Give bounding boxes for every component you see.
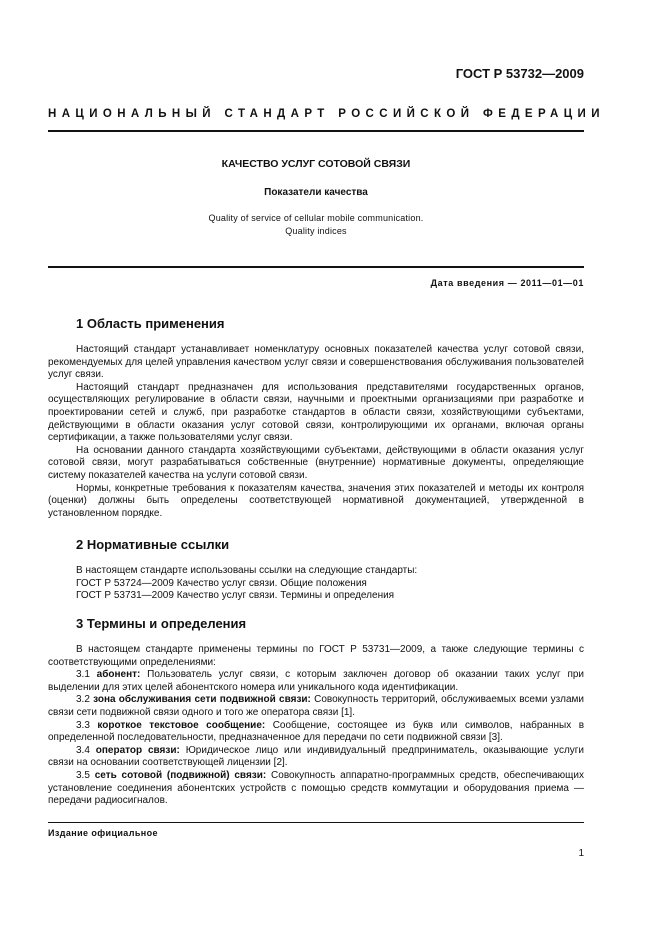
paragraph: В настоящем стандарте использованы ссылки на следующие стандарты:: [76, 565, 418, 576]
reference-item: ГОСТ Р 53724—2009 Качество услуг связи. Общие положения: [76, 577, 367, 589]
term-definition: Сообщение, состоящее из букв или символов, набранных в определенной последовательности, предназначенное для передачи по сети подвижной связи [3].: [48, 719, 585, 744]
term-definition: Юридическое лицо или индивидуальный предприниматель, оказывающие услуги связи на основании соответствующей лицензии [2].: [48, 744, 585, 769]
header-divider: [48, 130, 584, 132]
term-item: [48, 720, 584, 745]
section3-heading: 3 Термины и определения: [76, 616, 247, 631]
term-name: абонент:: [96, 669, 141, 681]
official-edition-label: Издание официальное: [48, 828, 158, 838]
section3-body: [48, 644, 584, 808]
term-number: 3.2: [76, 694, 90, 706]
term-item: [48, 669, 584, 694]
title-divider: [48, 266, 584, 268]
page-number: 1: [578, 848, 584, 859]
term-name: короткое текстовое сообщение:: [97, 719, 266, 731]
english-title: [48, 212, 584, 238]
term-item: [48, 694, 584, 719]
english-title-line2: Quality indices: [285, 226, 347, 236]
term-item: [48, 745, 584, 770]
term-name: сеть сотовой (подвижной) связи:: [94, 769, 267, 781]
term-definition: Пользователь услуг связи, с которым заключен договор об оказании таких услуг при выделении для этих целей абонентского номера или уникального кода идентификации.: [48, 669, 585, 693]
footer-divider: [48, 822, 584, 823]
term-name: зона обслуживания сети подвижной связи:: [93, 694, 311, 706]
term-item: [48, 770, 584, 808]
document-title: КАЧЕСТВО УСЛУГ СОТОВОЙ СВЯЗИ: [221, 158, 411, 170]
paragraph: Нормы, конкретные требования к показателям качества, значения этих показателей и методы их контроля (оценки) должны быть определены соответствующей нормативной документацией, утвержденной в установленном порядке.: [48, 482, 584, 519]
paragraph: Настоящий стандарт предназначен для использования представителями государственных органов, осуществляющих регулирование в области связи, научными и проектными организациями при разработке и проектировании сетей и служб, при разработке стандартов в области связи, хозяйствующими субъектами, действующими в области оказания услуг сотовой связи, контролирующими их органами, включая органы сертификации, а также пользователями услуг связи.: [48, 381, 584, 444]
reference-item: ГОСТ Р 53731—2009 Качество услуг связи. Термины и определения: [76, 590, 395, 602]
section1-body: [48, 344, 584, 520]
section1-heading: 1 Область применения: [76, 316, 225, 331]
term-number: 3.1: [76, 669, 90, 681]
term-name: оператор связи:: [95, 744, 180, 756]
paragraph: На основании данного стандарта хозяйствующими субъектами, действующими в области оказания услуг сотовой связи, могут разрабатываться собственные (внутренние) нормативные документы, определяющие систему показателей качества на услуги сотовой связи.: [48, 444, 584, 481]
national-standard-heading: НАЦИОНАЛЬНЫЙ СТАНДАРТ РОССИЙСКОЙ ФЕДЕРАЦИИ: [48, 108, 605, 120]
section2-body: [48, 565, 584, 603]
term-definition: Совокупность территорий, обслуживаемых всеми узлами связи сети подвижной связи одного и того же оператора связи [1].: [48, 694, 584, 718]
term-number: 3.3: [76, 719, 90, 731]
term-definition: Совокупность аппаратно-программных средств, обеспечивающих установление соединения абонентских устройств с помощью средств коммутации и оборудования приема — передачи радиосигналов.: [48, 769, 584, 807]
english-title-line1: Quality of service of cellular mobile communication.: [208, 213, 424, 223]
section2-heading: 2 Нормативные ссылки: [76, 537, 230, 552]
term-number: 3.5: [76, 769, 90, 781]
paragraph: Настоящий стандарт устанавливает номенклатуру основных показателей качества услуг сотовой связи, рекомендуемых для целей управления качеством услуг связи и совершенствования обслуживания пользователей услуг связи.: [48, 344, 584, 381]
term-number: 3.4: [76, 744, 90, 756]
paragraph: В настоящем стандарте применены термины по ГОСТ Р 53731—2009, а также следующие термины с соответствующими определениями:: [48, 644, 584, 668]
document-number: ГОСТ Р 53732—2009: [455, 66, 584, 81]
introduction-date: Дата введения — 2011—01—01: [430, 278, 584, 288]
document-subtitle: Показатели качества: [264, 187, 368, 198]
